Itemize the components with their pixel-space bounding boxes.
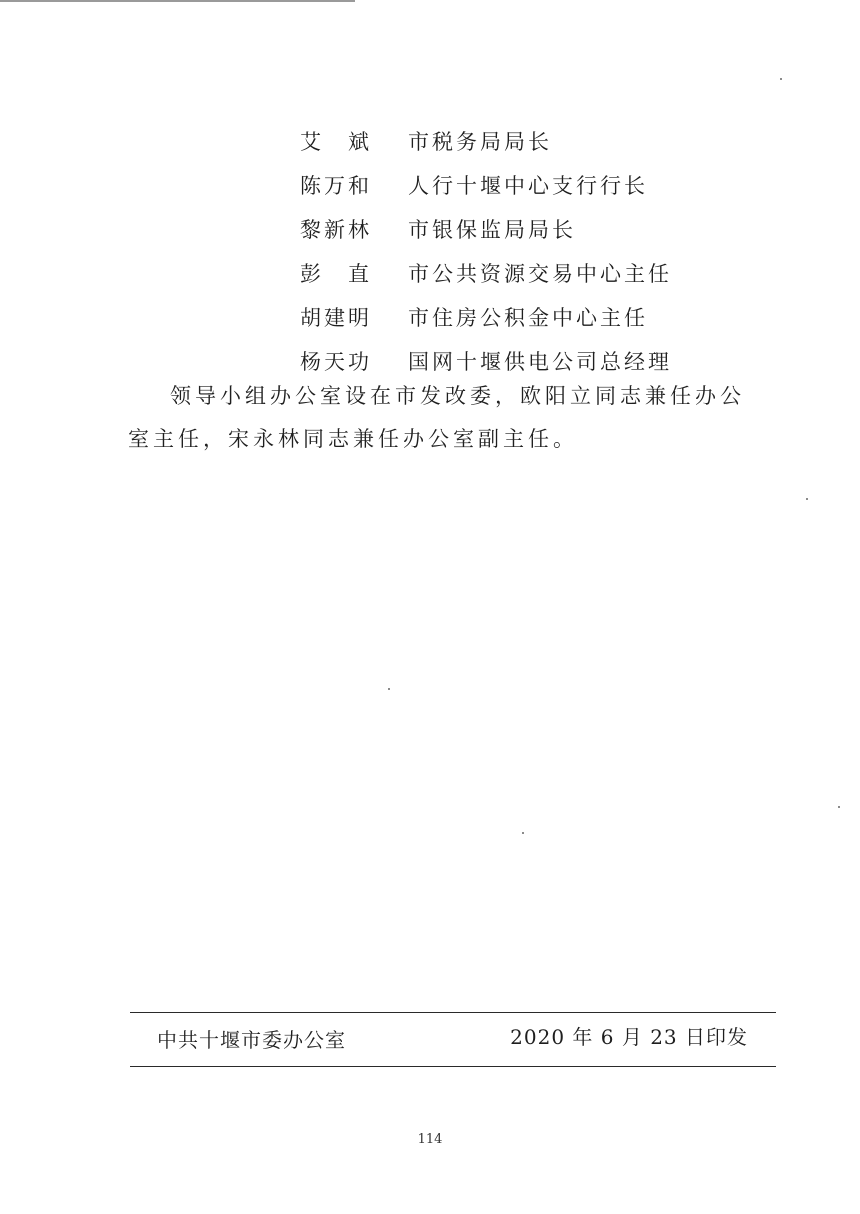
member-list (300, 120, 780, 384)
member-name: 彭 直 (300, 262, 372, 286)
footer-issuer: 中共十堰市委办公室 (157, 1028, 346, 1052)
member-name: 杨天功 (300, 350, 372, 374)
scan-speck (522, 832, 524, 834)
footer-top-rule (130, 1012, 776, 1013)
scan-speck (388, 688, 390, 690)
scan-speck (780, 78, 782, 80)
footer-bottom-rule (130, 1066, 776, 1067)
member-title: 国网十堰供电公司总经理 (408, 350, 672, 374)
member-title: 市住房公积金中心主任 (408, 306, 648, 330)
member-name: 黎新林 (300, 218, 372, 242)
member-title: 市银保监局局长 (408, 218, 576, 242)
member-name: 陈万和 (300, 174, 372, 198)
member-row (300, 296, 780, 340)
member-title: 市公共资源交易中心主任 (408, 262, 672, 286)
member-row (300, 252, 780, 296)
member-row (300, 164, 780, 208)
page-number: 114 (417, 1132, 443, 1147)
member-row (300, 208, 780, 252)
member-name: 胡建明 (300, 306, 372, 330)
member-row (300, 120, 780, 164)
member-title: 市税务局局长 (408, 130, 552, 154)
office-paragraph: 领导小组办公室设在市发改委，欧阳立同志兼任办公室主任，宋永林同志兼任办公室副主任。 (128, 384, 745, 451)
scan-speck (838, 806, 840, 808)
member-title: 人行十堰中心支行行长 (408, 174, 648, 198)
scan-speck (806, 498, 808, 500)
member-name: 艾 斌 (300, 130, 372, 154)
scan-edge-line (0, 0, 355, 2)
footer-print-date: 2020 年 6 月 23 日印发 (510, 1025, 748, 1049)
